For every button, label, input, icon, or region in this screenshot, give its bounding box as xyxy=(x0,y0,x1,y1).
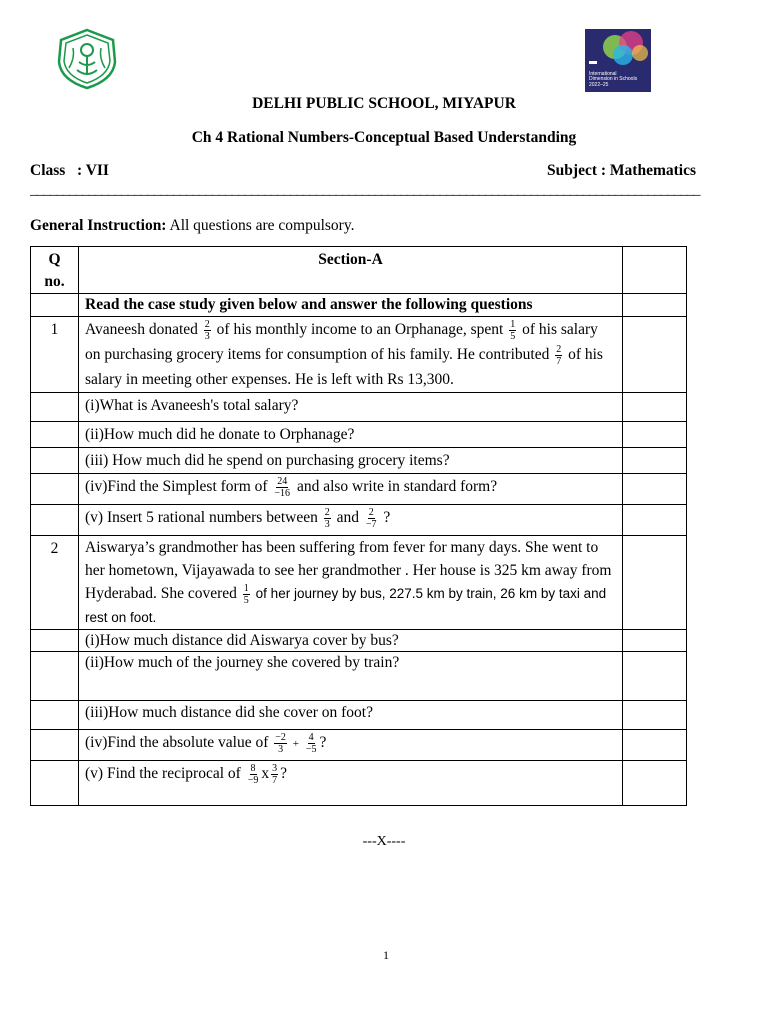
fraction xyxy=(204,319,211,342)
empty-cell xyxy=(31,505,79,536)
empty-cell xyxy=(31,422,79,448)
table-row xyxy=(31,422,687,448)
q2-text-2: of her journey by bus, 227.5 km by train, 26 km by taxi and rest on foot. xyxy=(85,586,607,625)
empty-cell xyxy=(31,474,79,505)
fraction-denominator: 3 xyxy=(324,518,330,530)
empty-cell xyxy=(31,760,79,805)
empty-cell xyxy=(31,294,79,317)
section-header: Section-A xyxy=(79,247,623,294)
international-dimension-badge xyxy=(585,29,651,92)
fraction xyxy=(274,732,287,755)
q2-sub-ii: (ii)How much of the journey she covered by train? xyxy=(79,651,623,700)
question-number: 1 xyxy=(31,317,79,393)
instruction-text: All questions are compulsory. xyxy=(166,217,355,234)
fraction xyxy=(273,476,291,499)
empty-cell xyxy=(623,393,687,422)
case-heading: Read the case study given below and answer the following questions xyxy=(79,294,623,317)
table-row xyxy=(31,474,687,505)
table-row xyxy=(31,505,687,536)
q2-case-text xyxy=(79,536,623,630)
q1-sub-iii: (iii) How much did he spend on purchasing grocery items? xyxy=(79,448,623,474)
page-number: 1 xyxy=(383,948,389,962)
q1-text-3: of his salary on purchasing grocery items for consumption of his family. He contributed xyxy=(85,321,598,363)
table-row xyxy=(31,294,687,317)
q1-sub-i: (i)What is Avaneesh's total salary? xyxy=(79,393,623,422)
empty-cell xyxy=(31,651,79,700)
fraction-denominator: 7 xyxy=(272,774,278,786)
q2-sub-iv-text-2: ? xyxy=(319,733,327,751)
table-row xyxy=(31,393,687,422)
multiply-operator: x xyxy=(261,764,270,782)
question-number: 2 xyxy=(31,536,79,630)
fraction-denominator: 3 xyxy=(204,330,210,342)
empty-cell xyxy=(623,700,687,729)
fraction xyxy=(247,763,260,786)
empty-cell xyxy=(623,448,687,474)
q2-sub-iv-text-1: (iv)Find the absolute value of xyxy=(85,733,269,751)
table-row xyxy=(31,317,687,393)
fraction xyxy=(305,732,318,755)
empty-cell xyxy=(623,729,687,760)
table-row xyxy=(31,729,687,760)
q1-text-1: Avaneesh donated xyxy=(85,321,198,338)
q1-text-4: of his salary in meeting other expenses. He is left with Rs 13,300. xyxy=(85,346,603,388)
empty-cell xyxy=(31,629,79,651)
q2-sub-i: (i)How much distance did Aiswarya cover by bus? xyxy=(79,629,623,651)
class-value: : VII xyxy=(76,162,109,179)
q2-sub-v-text-1: (v) Find the reciprocal of xyxy=(85,764,241,782)
table-row xyxy=(31,536,687,630)
divider-line: _______________________________________________________________________________________________________ xyxy=(30,182,700,198)
empty-cell xyxy=(31,448,79,474)
q2-sub-iii: (iii)How much distance did she cover on foot? xyxy=(79,700,623,729)
q1-sub-v-text-1: (v) Insert 5 rational numbers between xyxy=(85,509,318,526)
fraction-numerator: −2 xyxy=(275,731,286,743)
table-row xyxy=(31,760,687,805)
fraction xyxy=(324,507,331,530)
fraction-numerator: 2 xyxy=(556,343,562,355)
badge-line-2: Dimension in Schools xyxy=(589,76,638,82)
table-row xyxy=(31,651,687,700)
q-header-label: Q xyxy=(48,251,61,268)
empty-cell xyxy=(623,536,687,630)
q1-text-2: of his monthly income to an Orphanage, spent xyxy=(216,321,504,338)
badge-line-3: 2022–25 xyxy=(589,81,609,88)
plus-operator: + xyxy=(292,737,299,750)
fraction xyxy=(555,344,562,367)
empty-cell xyxy=(623,317,687,393)
fraction-numerator: 2 xyxy=(368,506,374,518)
fraction-numerator: 2 xyxy=(204,318,210,330)
q2-sub-iv xyxy=(79,729,623,760)
fraction-numerator: 24 xyxy=(277,475,288,487)
q1-case-text xyxy=(79,317,623,393)
q1-sub-v-text-2: and xyxy=(336,509,359,526)
fraction-denominator: 7 xyxy=(556,355,562,367)
q1-sub-iv-text-1: (iv)Find the Simplest form of xyxy=(85,478,268,495)
empty-cell xyxy=(623,422,687,448)
class-label: Class xyxy=(30,162,66,179)
q1-sub-iv-text-2: and also write in standard form? xyxy=(296,478,498,495)
fraction-denominator: −16 xyxy=(274,487,291,499)
q1-sub-iv xyxy=(79,474,623,505)
q-no-header xyxy=(31,247,79,294)
fraction xyxy=(509,319,516,342)
empty-cell xyxy=(623,294,687,317)
fraction-denominator: −5 xyxy=(305,743,317,755)
fraction-denominator: 5 xyxy=(243,594,249,606)
general-instruction xyxy=(30,217,354,235)
empty-cell xyxy=(31,700,79,729)
fraction xyxy=(243,583,250,606)
fraction-numerator: 4 xyxy=(308,731,314,743)
badge-text xyxy=(589,72,647,89)
q2-sub-v-text-2: ? xyxy=(280,764,287,782)
fraction-numerator: 1 xyxy=(243,582,249,594)
table-header-row xyxy=(31,247,687,294)
school-logo xyxy=(55,28,119,90)
empty-cell xyxy=(623,760,687,805)
no-header-label: no. xyxy=(44,273,65,290)
table-row xyxy=(31,700,687,729)
empty-cell xyxy=(623,474,687,505)
fraction-denominator: 5 xyxy=(510,330,516,342)
fraction-numerator: 2 xyxy=(324,506,330,518)
empty-cell xyxy=(623,505,687,536)
fraction-numerator: 1 xyxy=(510,318,516,330)
subject-line: Subject : Mathematics xyxy=(547,162,696,179)
badge-line-1: International xyxy=(589,70,617,77)
fraction xyxy=(365,507,378,530)
empty-cell xyxy=(623,651,687,700)
question-table xyxy=(30,246,687,806)
school-name: DELHI PUBLIC SCHOOL, MIYAPUR xyxy=(252,95,516,112)
fraction-denominator: −7 xyxy=(365,518,377,530)
fraction-numerator: 3 xyxy=(272,762,278,774)
q1-sub-v-text-3: ? xyxy=(383,509,391,526)
empty-cell xyxy=(31,393,79,422)
class-line xyxy=(30,162,109,180)
q2-sub-v xyxy=(79,760,623,805)
table-row xyxy=(31,448,687,474)
q1-sub-ii: (ii)How much did he donate to Orphanage? xyxy=(79,422,623,448)
empty-cell xyxy=(31,729,79,760)
marks-header xyxy=(623,247,687,294)
q1-sub-v xyxy=(79,505,623,536)
fraction-numerator: 8 xyxy=(250,762,256,774)
fraction-denominator: 3 xyxy=(278,743,284,755)
q2-text-1: Aiswarya’s grandmother has been suffering from fever for many days. She went to her hometown, Vijayawada to see her grandmother . Her house is 325 km away from Hyderabad. She covered xyxy=(85,539,612,602)
fraction xyxy=(271,763,278,786)
fraction-denominator: −9 xyxy=(247,774,259,786)
instruction-label: General Instruction: xyxy=(30,217,167,234)
empty-cell xyxy=(623,629,687,651)
table-row xyxy=(31,629,687,651)
chapter-title: Ch 4 Rational Numbers-Conceptual Based Understanding xyxy=(191,129,577,146)
end-mark: ---X---- xyxy=(362,834,406,849)
